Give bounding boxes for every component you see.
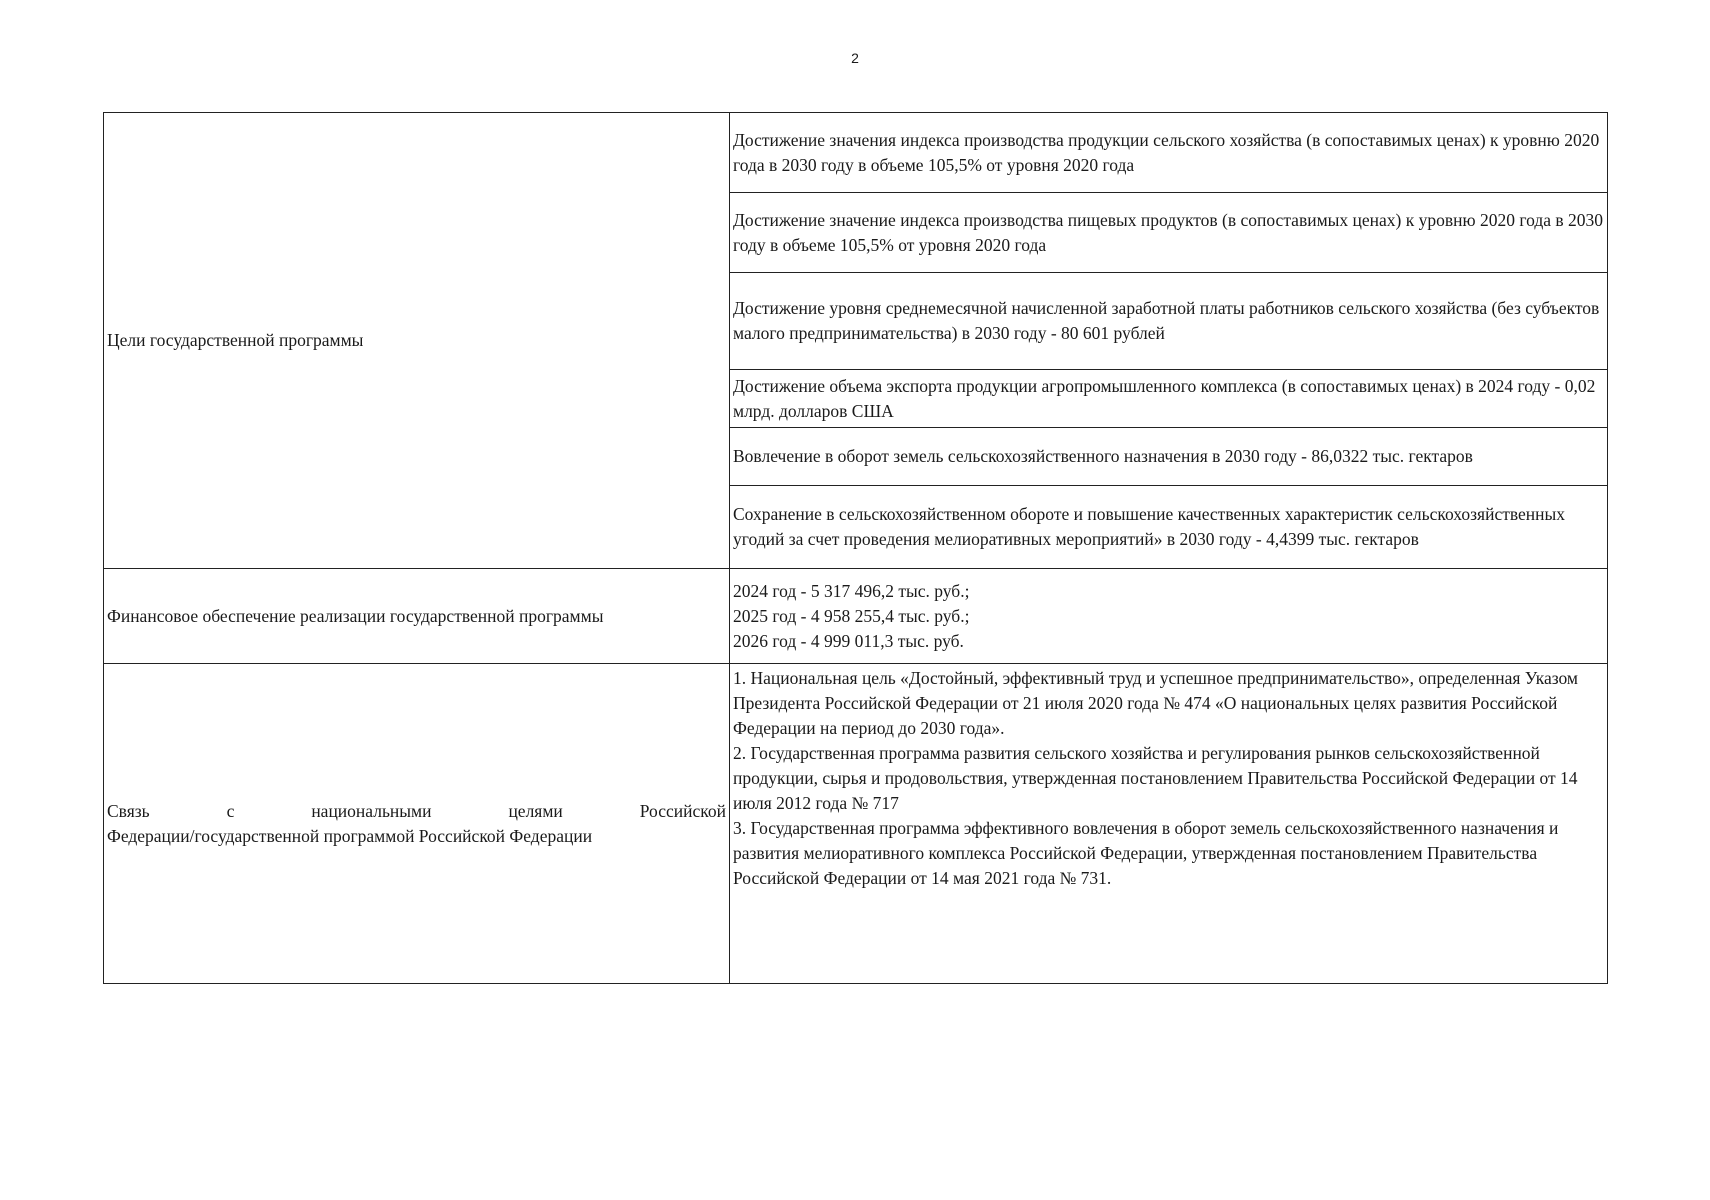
- link-item: 2. Государственная программа развития сельского хозяйства и регулирования рынков сельскохозяйственной продукции, сырья и продовольствия, утвержденная постановлением Правительства Российской Федерации от 14 июля 2012 года № 717: [733, 743, 1578, 813]
- goals-label: Цели государственной программы: [104, 113, 730, 569]
- link-label-line: Связь с национальными целями Российской: [107, 800, 726, 821]
- table-row: [104, 113, 1608, 193]
- finance-line: 2025 год - 4 958 255,4 тыс. руб.;: [733, 605, 970, 626]
- table-row: [104, 664, 1608, 984]
- goal-item: Достижение уровня среднемесячной начисленной заработной платы работников сельского хозяйства (без субъектов малого предпринимательства) в 2030 году - 80 601 рублей: [730, 273, 1608, 370]
- goal-item: Достижение значение индекса производства пищевых продуктов (в сопоставимых ценах) к уровню 2020 года в 2030 году в объеме 105,5% от уровня 2020 года: [730, 193, 1608, 273]
- link-item: 3. Государственная программа эффективного вовлечения в оборот земель сельскохозяйственного назначения и развития мелиоративного комплекса Российской Федерации, утвержденная постановлением Правительства Российской Федерации от 14 мая 2021 года № 731.: [733, 818, 1559, 888]
- program-passport-table: [103, 112, 1608, 984]
- link-label: [104, 664, 730, 984]
- finance-values: [730, 569, 1608, 664]
- table-row: [104, 569, 1608, 664]
- goal-item: Вовлечение в оборот земель сельскохозяйственного назначения в 2030 году - 86,0322 тыс. гектаров: [730, 428, 1608, 486]
- link-item: 1. Национальная цель «Достойный, эффективный труд и успешное предпринимательство», определенная Указом Президента Российской Федерации от 21 июля 2020 года № 474 «О национальных целях развития Российской Федерации на период до 2030 года».: [733, 668, 1579, 738]
- link-values: [730, 664, 1608, 984]
- finance-label: Финансовое обеспечение реализации государственной программы: [104, 569, 730, 664]
- finance-line: 2024 год - 5 317 496,2 тыс. руб.;: [733, 580, 970, 601]
- page-number: 2: [851, 50, 859, 66]
- link-label-line: Федерации/государственной программой Российской Федерации: [107, 825, 593, 846]
- goal-item: Достижение объема экспорта продукции агропромышленного комплекса (в сопоставимых ценах) в 2024 году - 0,02 млрд. долларов США: [730, 370, 1608, 428]
- goal-item: Сохранение в сельскохозяйственном обороте и повышение качественных характеристик сельскохозяйственных угодий за счет проведения мелиоративных мероприятий» в 2030 году - 4,4399 тыс. гектаров: [730, 486, 1608, 569]
- goal-item: Достижение значения индекса производства продукции сельского хозяйства (в сопоставимых ценах) к уровню 2020 года в 2030 году в объеме 105,5% от уровня 2020 года: [730, 113, 1608, 193]
- finance-line: 2026 год - 4 999 011,3 тыс. руб.: [733, 630, 964, 651]
